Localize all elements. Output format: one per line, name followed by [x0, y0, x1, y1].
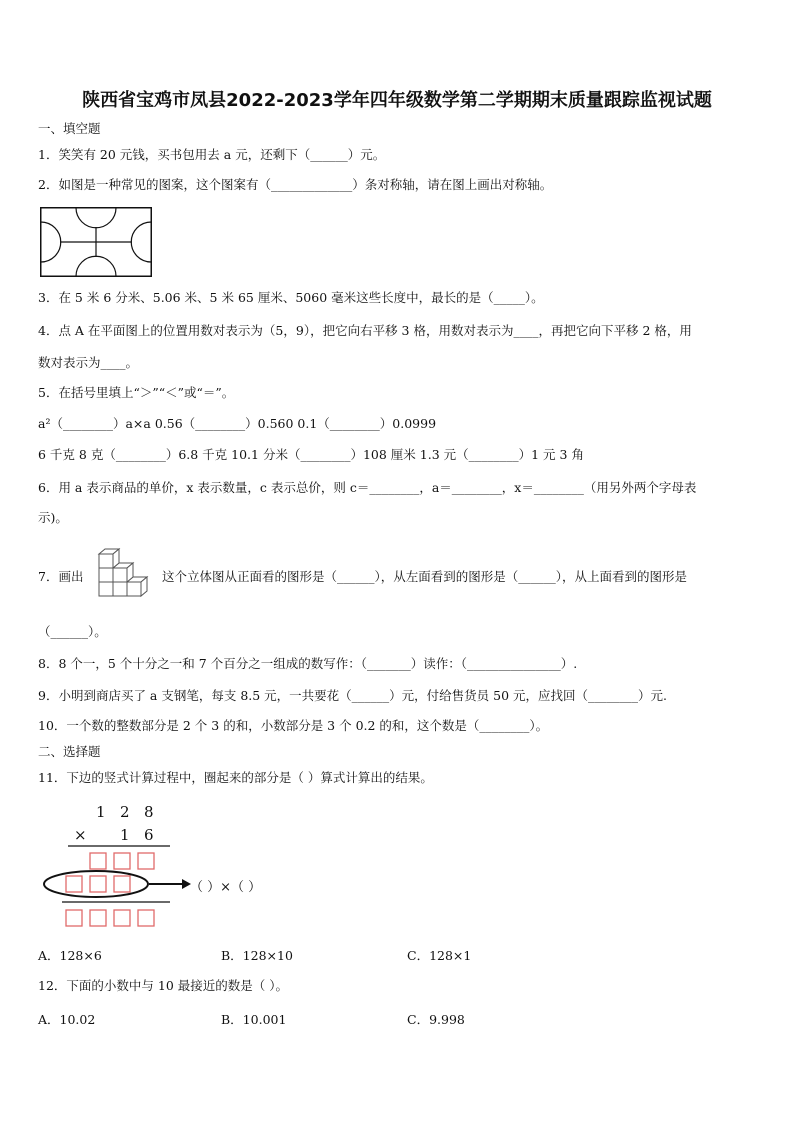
symmetry-pattern-figure	[40, 207, 152, 277]
multiplicand-digit-2: 2	[120, 803, 130, 821]
times-sign: ×	[74, 826, 87, 844]
question-6-line2: 示)。	[38, 510, 68, 525]
question-11: 11．下边的竖式计算过程中，圈起来的部分是（ ）算式计算出的结果。	[38, 770, 433, 785]
question-8: 8．8 个一，5 个十分之一和 7 个百分之一组成的数写作：（_______）读作：（_______________）.	[38, 656, 578, 671]
multiplier-digit-2: 6	[144, 826, 154, 844]
question-7-text: 这个立体图从正面看的图形是（______），从左面看到的图形是（______），从上面看到的图形是	[162, 569, 688, 584]
q11-option-b[interactable]: B．128×10	[221, 948, 293, 963]
question-9: 9．小明到商店买了 a 支钢笔，每支 8.5 元，一共要花（______）元，付给售货员 50 元，应找回（________）元.	[38, 688, 668, 703]
q12-option-a[interactable]: A．10.02	[38, 1012, 96, 1027]
question-10: 10．一个数的整数部分是 2 个 3 的和，小数部分是 3 个 0.2 的和，这个数是（________）。	[38, 718, 549, 733]
multiplicand-digit-1: 1	[96, 803, 110, 821]
question-7-prefix: 7．画出	[38, 569, 84, 584]
question-5: 5．在括号里填上“＞”“＜”或“＝”。	[38, 385, 235, 400]
q11-option-c[interactable]: C．128×1	[407, 948, 472, 963]
q12-option-b[interactable]: B．10.001	[221, 1012, 287, 1027]
question-5-row2: 6 千克 8 克（________）6.8 千克 10.1 分米（________）108 厘米 1.3 元（________）1 元 3 角	[38, 447, 584, 462]
question-4-line2: 数对表示为____。	[38, 355, 139, 370]
section-heading-fill-in: 一、填空题	[38, 121, 101, 136]
question-5-row1: a²（________）a×a 0.56（________）0.560 0.1（________）0.0999	[38, 416, 437, 431]
arrow-answer-text: （ ）×（ ）	[190, 880, 262, 895]
q11-option-a[interactable]: A．128×6	[38, 948, 102, 963]
cube-stack-figure	[98, 548, 148, 604]
multiplier-digit-1: 1	[120, 826, 130, 844]
question-4-line1: 4．点 A 在平面图上的位置用数对表示为（5，9），把它向右平移 3 格，用数对表示为____，再把它向下平移 2 格，用	[38, 323, 692, 338]
question-6-line1: 6．用 a 表示商品的单价，x 表示数量，c 表示总价，则 c＝________，a＝________，x＝________（用另外两个字母表	[38, 480, 697, 495]
question-3: 3．在 5 米 6 分米、5.06 米、5 米 65 厘米、5060 毫米这些长度中，最长的是（_____）。	[38, 290, 544, 305]
question-2: 2．如图是一种常见的图案，这个图案有（_____________）条对称轴，请在图上画出对称轴。	[38, 177, 553, 192]
question-12: 12．下面的小数中与 10 最接近的数是（ ）。	[38, 978, 288, 993]
question-7-line2: （______）。	[38, 624, 107, 639]
section-heading-choice: 二、选择题	[38, 744, 101, 759]
page-title: 陕西省宝鸡市凤县2022-2023学年四年级数学第二学期期末质量跟踪监视试题	[82, 90, 712, 111]
question-1: 1．笑笑有 20 元钱，买书包用去 a 元，还剩下（______）元。	[38, 147, 386, 162]
q12-option-c[interactable]: C．9.998	[407, 1012, 465, 1027]
multiplicand-digit-3: 8	[144, 803, 154, 821]
